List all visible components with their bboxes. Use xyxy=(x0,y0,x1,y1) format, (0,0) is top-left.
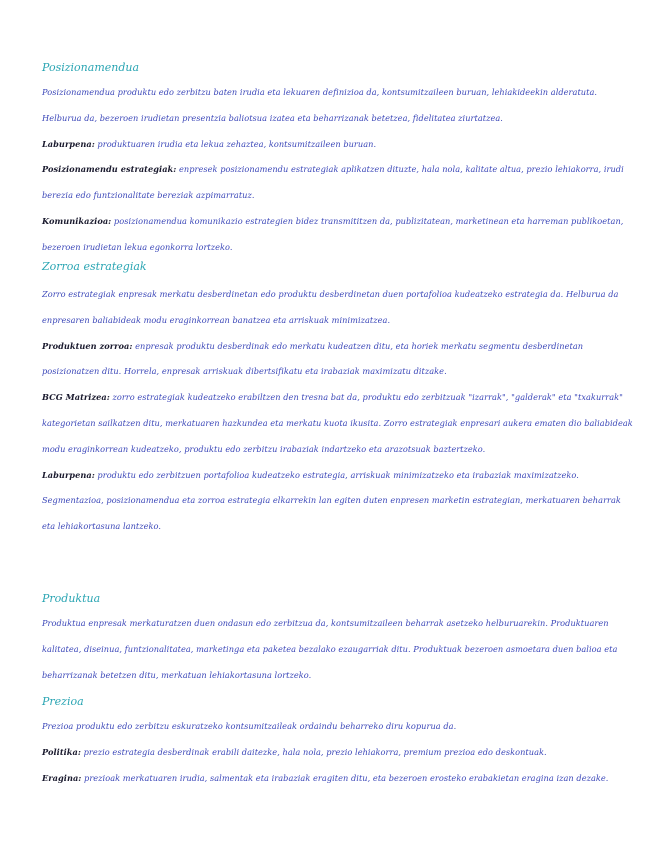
term-label: Eragina: xyxy=(42,772,82,783)
term-label: Laburpena: xyxy=(42,469,95,480)
paragraph-text: posizionamendua komunikazio estrategien bidez transmititzen da, publizitatean, marketinean eta harreman publikoetan, bezeroen irudietan lekua egonkorra lortzeko. xyxy=(42,215,624,252)
section-heading-prezioa: Prezioa xyxy=(42,695,84,708)
paragraph xyxy=(42,618,617,680)
paragraph-text: produktu edo zerbitzuen portafolioa kudeatzeko estrategia, arriskuak minimizatzeko eta irabaziak maximizatzeko. xyxy=(94,469,579,480)
section-heading-produktua: Produktua xyxy=(42,592,101,605)
paragraph xyxy=(42,773,608,783)
paragraph xyxy=(42,495,621,531)
paragraph-text: Prezioa produktu edo zerbitzu eskuratzeko kontsumitzaileak ordaindu beharreko diru kopurua da. xyxy=(42,721,457,731)
term-label: Laburpena: xyxy=(42,138,95,149)
paragraph xyxy=(42,721,456,731)
paragraph xyxy=(42,289,618,325)
paragraph xyxy=(42,747,547,757)
section-body-produktua xyxy=(42,611,634,688)
term-label: Komunikazioa: xyxy=(42,215,112,226)
paragraph-text: enpresek posizionamendu estrategiak aplikatzen dituzte, hala nola, kalitate altua, prezio lehiakorra, irudi berezia edo funtzionalitate bereziak azpimarratuz. xyxy=(42,164,624,201)
paragraph-text: enpresak produktu desberdinak edo merkatu kudeatzen ditu, eta horiek merkatu segmentu desberdinetan posizionatzen ditu. Horrela, enpresak arriskuak dibertsifikatu eta irabaziak maximizatu ditzake. xyxy=(42,340,584,377)
paragraph-text: Segmentazioa, posizionamendua eta zorroa estrategia elkarrekin lan egiten duten enpresen marketin estrategian, merkatuaren beharrak eta lehiakortasuna lantzeko. xyxy=(42,495,621,532)
paragraph-text: Zorro estrategiak enpresak merkatu desberdinetan edo produktu desberdinetan duen portafolioa kudeatzeko estrategia da. Helburua da enpresaren baliabideak modu eraginkorrean banatzea eta arriskuak minimizatzea. xyxy=(42,289,619,325)
paragraph-text: prezio estrategia desberdinak erabili daitezke, hala nola, prezio lehiakorra, premium prezioa edo deskontuak. xyxy=(80,746,547,757)
term-label: Politika: xyxy=(42,746,81,757)
paragraph-text: produktuaren irudia eta lekua zehaztea, kontsumitzaileen buruan. xyxy=(94,138,377,149)
paragraph xyxy=(42,470,579,480)
term-label: BCG Matrizea: xyxy=(42,392,110,403)
paragraph xyxy=(42,216,623,252)
paragraph-text: Posizionamendua produktu edo zerbitzu baten irudia eta lekuaren definizioa da, kontsumitzaileen buruan, lehiakideekin alderatuta. Helburua da, bezeroen irudietan presentzia baliotsua izatea eta beharrizanak betetzea, fidelitatea ziurtatzea. xyxy=(42,87,598,123)
paragraph xyxy=(42,341,583,377)
paragraph xyxy=(42,164,624,200)
section-heading-zorroa-estrategiak: Zorroa estrategiak xyxy=(42,260,147,273)
section-heading-posizionamendua: Posizionamendua xyxy=(42,61,140,74)
section-body-prezioa xyxy=(42,714,608,791)
term-label: Posizionamendu estrategiak: xyxy=(42,164,177,175)
paragraph xyxy=(42,139,376,149)
paragraph-text: prezioak merkatuaren irudia, salmentak eta irabaziak eragiten ditu, eta bezeroen erosteko erabakietan eragina izan dezake. xyxy=(81,772,609,783)
section-body-posizionamendua xyxy=(42,80,634,261)
section-body-zorroa-estrategiak xyxy=(42,282,634,540)
term-label: Produktuen zorroa: xyxy=(42,340,133,351)
paragraph xyxy=(42,392,633,454)
paragraph-text: Produktua enpresak merkaturatzen duen ondasun edo zerbitzua da, kontsumitzaileen beharrak asetzeko helburuarekin. Produktuaren kalitatea, diseinua, funtzionalitatea, marketinga eta paketea bezalako ezaugarriak ditu. Produktuak bezeroen asmoetara duen balioa eta beharrizanak betetzen ditu, merkatuan lehiakortasuna lortzeko. xyxy=(42,618,618,680)
paragraph-text: zorro estrategiak kudeatzeko erabiltzen den tresna bat da, produktu edo zerbitzuak "izarrak", "galderak" eta "txakurrak" kategorietan sailkatzen ditu, merkatuaren hazkundea eta merkatu kuota ikusita. Zorro estrategiak enpresari aukera ematen dio baliabideak modu eraginkorrean kudeatzeko, produktu edo zerbitzu irabaziak indartzeko eta arazotsuak baztertzeko. xyxy=(42,392,633,454)
paragraph xyxy=(42,87,597,123)
